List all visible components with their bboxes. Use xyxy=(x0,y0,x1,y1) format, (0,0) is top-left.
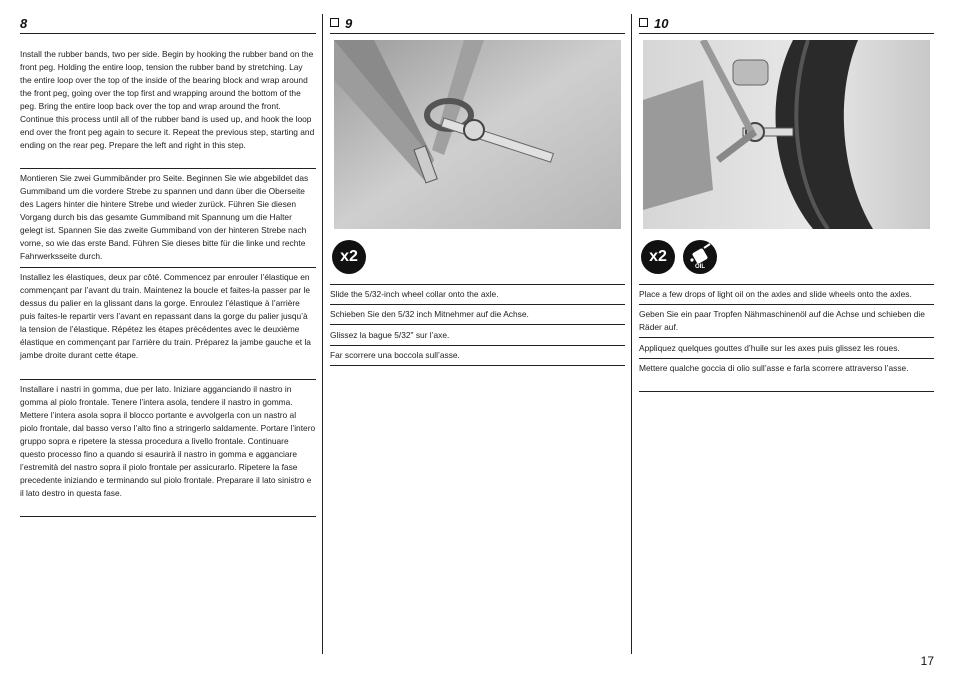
step-10-text-it: Mettere qualche goccia di olio sull’asse e farla scorrere attraverso l’asse. xyxy=(639,363,909,373)
axle-collar-illustration xyxy=(334,40,621,229)
step-9-rule-1 xyxy=(330,284,625,285)
step-10-text-fr: Appliquez quelques gouttes d’huile sur les axes puis glissez les roues. xyxy=(639,343,900,353)
step-9-quantity-badge: x2 xyxy=(332,240,366,274)
step-8-text-it: Installare i nastri in gomma, due per lato. Iniziare agganciando il nastro in gomma al piolo frontale. Tenere l’intera asola, tendere il nastro in gomma. Mettere l’intera asola sopra il blocco portante e avvolgerla con un nastro al piolo frontale, dal basso verso l’alto fino a stringerlo saldamente. Portare l’intero gruppo sopra e ripetere la stessa procedura a livello frontale. Continuare questo processo fino a quando si esaurirà il nastro in gomma e agganciare l’estremità del nastro sopra il piolo frontale per assicurarlo. Ripetere la fase precedente iniziando e terminando sul piolo frontale. Preparare il lato sinistro e il lato destro in questa fase. xyxy=(20,384,316,498)
step-9-rule-5 xyxy=(330,365,625,366)
step-10-header xyxy=(639,16,668,31)
step-9-text-fr: Glissez la bague 5/32" sur l’axe. xyxy=(330,330,450,340)
step-10-photo xyxy=(643,40,930,229)
step-10-checkbox[interactable] xyxy=(639,18,648,27)
step-10-rule-5 xyxy=(639,391,934,392)
column-divider-1 xyxy=(322,14,323,654)
step-8-text-en: Install the rubber bands, two per side. Begin by hooking the rubber band on the front peg. Holding the entire loop, tension the rubber band by stretching. Lay the entire loop over the top of the inside of the bearing block and wrap around the front peg, going over the top first and wrapping around the bottom of the peg. Bring the entire loop back over the top and wrap around the front. Continue this process until all of the rubber band is used up, and hook the loop end over the front peg again to secure it. Repeat the previous step, starting and ending on the rear peg. Prepare the left and right in this step. xyxy=(20,49,315,150)
column-divider-2 xyxy=(631,14,632,654)
oil-label: OIL xyxy=(695,264,705,270)
step-8-number: 8 xyxy=(20,16,28,31)
step-9-text-de: Schieben Sie den 5/32 inch Mitnehmer auf die Achse. xyxy=(330,309,529,319)
step-10-rule-2 xyxy=(639,304,934,305)
step-10-quantity-badge: x2 xyxy=(641,240,675,274)
step-10-text-de: Geben Sie ein paar Tropfen Nähmaschinenöl auf die Achse und schieben die Räder auf. xyxy=(639,309,925,332)
step-8-rule-4 xyxy=(20,516,316,517)
step-9-header xyxy=(330,16,352,31)
step-10-header-rule xyxy=(639,33,934,34)
step-8-header-rule xyxy=(20,33,316,34)
step-9-rule-3 xyxy=(330,324,625,325)
step-10-rule-1 xyxy=(639,284,934,285)
oil-bottle-icon xyxy=(683,240,717,274)
step-9-text-en: Slide the 5/32-inch wheel collar onto the axle. xyxy=(330,289,499,299)
step-10-text-en: Place a few drops of light oil on the axles and slide wheels onto the axles. xyxy=(639,289,912,299)
step-9-text-it: Far scorrere una boccola sull’asse. xyxy=(330,350,460,360)
step-9-rule-4 xyxy=(330,345,625,346)
step-8-rule-3 xyxy=(20,379,316,380)
page-number: 17 xyxy=(920,654,934,668)
step-10-rule-3 xyxy=(639,337,934,338)
step-8-rule-2 xyxy=(20,267,316,268)
step-8-text-de: Montieren Sie zwei Gummibänder pro Seite. Beginnen Sie wie abgebildet das Gummiband um die vordere Strebe zu spannen und dann über die Oberseite des Lagers hinter die hintere Strebe und wieder zurück. Führen Sie diesen Vorgang durch bis das gesamte Gummiband mit Spannung um die Halter gelegt ist. Spannen Sie das zweite Gummiband von der hinteren Strebe nach vorne, so wie das erste Band. Führen Sie dieses bitte für die linke und rechte Fahrwerksseite durch. xyxy=(20,173,309,261)
step-9-header-rule xyxy=(330,33,625,34)
step-9-number: 9 xyxy=(345,16,353,31)
step-10-number: 10 xyxy=(654,16,669,31)
step-8-text-fr: Installez les élastiques, deux par côté. Commencez par enrouler l’élastique en commençant par l’avant du train. Maintenez la boucle et faites-la passer par le dessus du palier en la glissant dans la gorge. Enroulez l’élastique à l’arrière puis faites-le repartir vers l’avant en repassant dans la gorge du palier jusqu’à la tension de l’élastique. Répétez les étapes précédentes avec le deuxième élastique en commençant par l’arrière du train. Préparez la jambe gauche et la jambe droite durant cette étape. xyxy=(20,272,311,360)
wheel-axle-illustration xyxy=(643,40,930,229)
step-9-photo xyxy=(334,40,621,229)
step-9-rule-2 xyxy=(330,304,625,305)
step-9-checkbox[interactable] xyxy=(330,18,339,27)
step-8-rule-1 xyxy=(20,168,316,169)
step-10-rule-4 xyxy=(639,358,934,359)
